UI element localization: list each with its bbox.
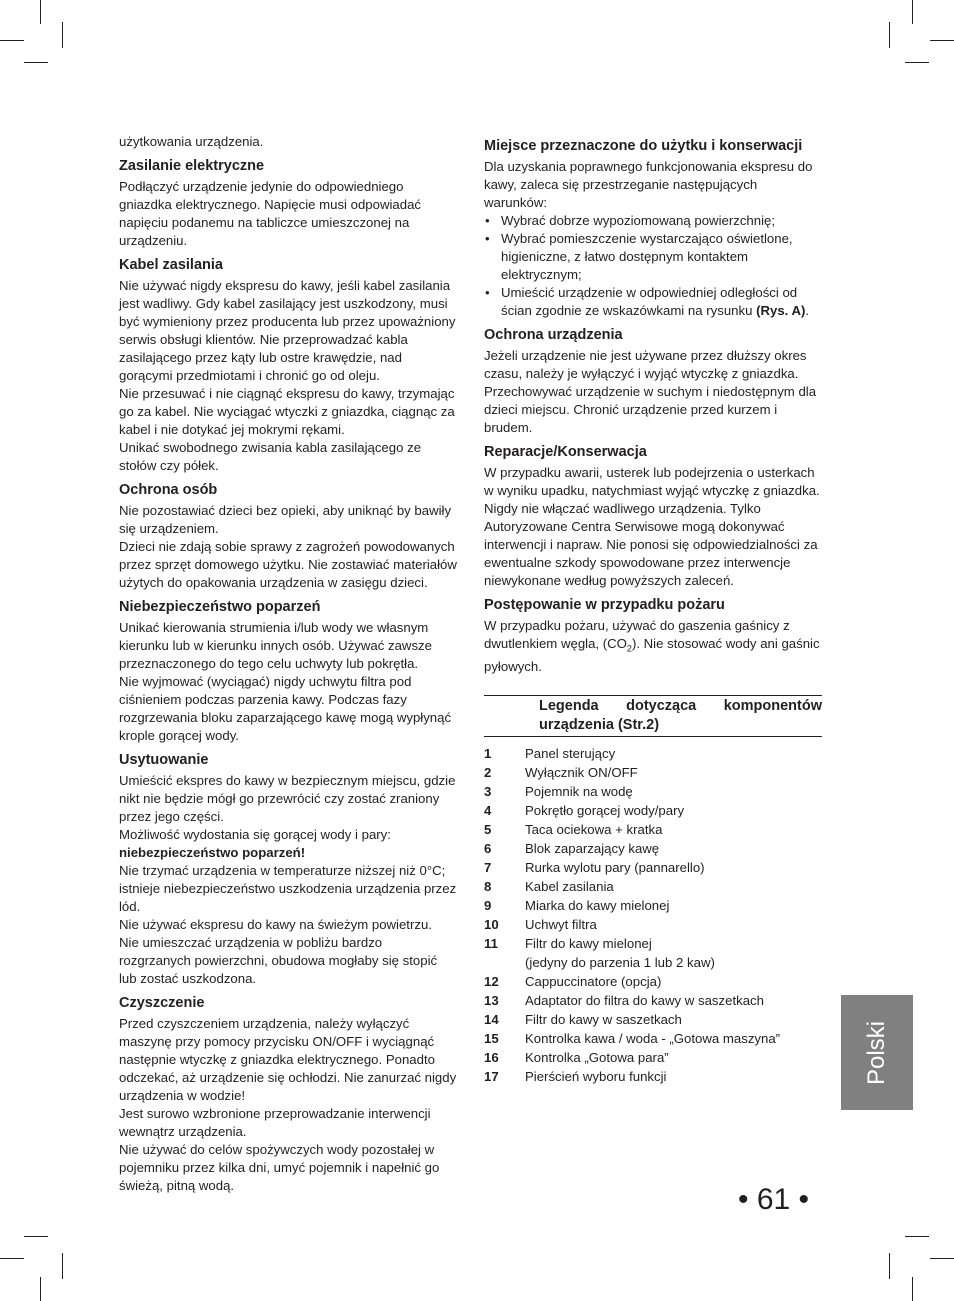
legend-label: Kontrolka „Gotowa para” [525,1049,669,1065]
legend-list [484,744,822,1086]
legend-item [484,858,822,877]
section-repairs [484,443,822,590]
crop-mark [0,1258,24,1259]
paragraph: Umieścić ekspres do kawy w bezpiecznym miejscu, gdzie nikt nie będzie mógł go przewrócić czy zostać zraniony przez jego części. [119,773,456,824]
crop-mark [62,1253,63,1279]
crop-mark [930,1258,954,1259]
legend-number: 15 [484,1030,499,1046]
crop-mark [889,22,890,48]
legend-item [484,915,822,934]
legend-label: Miarka do kawy mielonej [525,897,670,913]
bullet-item: • Wybrać pomieszczenie wystarczająco oświetlone, higieniczne, z łatwo dostępnym kontaktem elektrycznym; [484,230,822,284]
legend-label: Kontrolka kawa / woda - „Gotowa maszyna” [525,1030,781,1046]
section-heading: Ochrona osób [119,482,218,498]
legend-number: 1 [484,745,492,761]
legend-item [484,744,822,763]
paragraph: Nie używać nigdy ekspresu do kawy, jeśli kabel zasilania jest wadliwy. Gdy kabel zasilający jest uszkodzony, musi być wymieniony przez producenta lub przez upoważniony serwis obsługi klientów. Nie przeprowadzać kabla zasilającego przez kąty lub ostre krawędzie, nad gorącymi przedmiotami i chronić go od oleju. [119,278,456,383]
section-fire [484,596,822,676]
legend-number: 5 [484,821,492,837]
section-heading: Czyszczenie [119,995,205,1011]
legend-label: Uchwyt filtra [525,916,597,932]
paragraph: Nie umieszczać urządzenia w pobliżu bardzo rozgrzanych powierzchni, obudowa mogłaby się stopić lub zostać uszkodzona. [119,935,438,986]
legend-number: 2 [484,764,492,780]
legend-item [484,801,822,820]
section-power [119,157,457,250]
crop-mark [905,62,929,63]
paragraph: Przed czyszczeniem urządzenia, należy wyłączyć maszynę przy pomocy przycisku ON/OFF i wyciągnąć następnie wtyczkę z gniazdka elektrycznego. Ponadto odczekać, aż urządzenie się ochłodzi. Nie zanurzać nigdy urządzenia w wodzie! [119,1016,457,1103]
crop-mark [912,0,913,24]
paragraph: Dzieci nie zdają sobie sprawy z zagrożeń powodowanych przez sprzęt domowego użytku. Nie zostawiać materiałów użytych do opakowania urządzenia w zasięgu dzieci. [119,539,457,590]
legend-label: Filtr do kawy mielonej [525,935,652,951]
crop-mark [912,1277,913,1301]
legend-number: 16 [484,1049,499,1065]
crop-mark [0,40,24,41]
legend-label: Adaptator do filtra do kawy w saszetkach [525,992,764,1008]
fire-text-end: ). Nie stosować wody ani gaśnic pyłowych. [484,636,820,674]
fire-text-start: W przypadku pożaru, używać do gaszenia gaśnicy z dwutlenkiem węgla, (CO [484,618,790,651]
crop-mark [930,40,954,41]
section-cable [119,256,457,475]
legend-item [484,991,822,1010]
warning-paragraph [119,826,457,862]
legend-number: 6 [484,840,492,856]
legend-label: Kabel zasilania [525,878,614,894]
right-column [484,137,822,1086]
paragraph: Podłączyć urządzenie jedynie do odpowiedniego gniazdka elektrycznego. Napięcie musi odpowiadać napięciu podanemu na tabliczce umieszczonej na urządzeniu. [119,179,422,248]
legend-label: Pojemnik na wodę [525,783,633,799]
paragraph: Jest surowo wzbronione przeprowadzanie interwencji wewnątrz urządzenia. [119,1106,431,1139]
paragraph: Unikać swobodnego zwisania kabla zasilającego ze stołów czy półek. [119,440,422,473]
paragraph: Dla uzyskania poprawnego funkcjonowania ekspresu do kawy, zaleca się przestrzeganie następujących warunków: [484,159,813,210]
legend-number: 13 [484,992,499,1008]
section-heading: Niebezpieczeństwo poparzeń [119,599,321,615]
legend-item [484,877,822,896]
legend-item [484,934,822,972]
legend-label: Taca ociekowa + kratka [525,821,663,837]
legend-number: 11 [484,935,498,951]
legend-label-multiline [525,934,822,972]
legend-item [484,1010,822,1029]
legend-label: Cappuccinatore (opcja) [525,973,662,989]
legend-item [484,896,822,915]
legend-number: 12 [484,973,499,989]
crop-mark [24,1236,48,1237]
crop-mark [40,0,41,24]
legend-item [484,839,822,858]
legend-number: 4 [484,802,492,818]
paragraph: W przypadku awarii, usterek lub podejrzenia o usterkach w wyniku upadku, natychmiast wyjąć wtyczkę z gniazdka. Nigdy nie włączać wadliwego urządzenia. Tylko Autoryzowane Centra Serwisowe mogą dokonywać interwencji i napraw. Nie ponosi się odpowiedzialności za ewentualne szkody spowodowane przez interwencje niewykonane według powyższych zaleceń. [484,465,820,588]
language-tab-label: Polski [863,1020,890,1085]
bullet-item [484,284,822,320]
crop-mark [40,1277,41,1301]
legend-number: 9 [484,897,492,913]
paragraph: Unikać kierowania strumienia i/lub wody we własnym kierunku lub w kierunku innych osób. Używać zawsze przeznaczonego do tego celu uchwyty lub pokrętła. [119,620,432,671]
language-tab [841,995,913,1110]
bullet-text: Umieścić urządzenie w odpowiedniej odległości od ścian zgodnie ze wskazówkami na rysunku [501,285,798,318]
section-heading: Ochrona urządzenia [484,327,623,343]
paragraph: Jeżeli urządzenie nie jest używane przez dłuższy okres czasu, należy je wyłączyć i wyjąć wtyczkę z gniazdka. Przechowywać urządzenie w suchym i niedostępnym dla dzieci miejscu. Chronić urządzenie przed kurzem i brudem. [484,348,817,435]
section-heading: Kabel zasilania [119,257,223,273]
legend-label-note: (jedyny do parzenia 1 lub 2 kaw) [525,954,715,970]
intro-text: użytkowania urządzenia. [119,134,264,149]
section-heading: Postępowanie w przypadku pożaru [484,597,725,613]
legend-item [484,820,822,839]
legend-label: Pierścień wyboru funkcji [525,1068,667,1084]
paragraph [484,617,822,676]
section-cleaning [119,994,457,1195]
legend-item [484,1067,822,1086]
warning-bold: niebezpieczeństwo poparzeń! [119,845,306,860]
legend-label: Filtr do kawy w saszetkach [525,1011,682,1027]
paragraph: Nie używać do celów spożywczych wody pozostałej w pojemniku przez kilka dni, umyć pojemnik i napełnić go świeżą, pitną wodą. [119,1142,440,1193]
legend-item [484,763,822,782]
legend-label: Panel sterujący [525,745,616,761]
legend-label: Blok zaparzający kawę [525,840,660,856]
section-heading: Usytuowanie [119,752,209,768]
crop-mark [62,22,63,48]
section-placement [119,751,457,988]
paragraph: Nie wyjmować (wyciągać) nigdy uchwytu filtra pod ciśnieniem podczas parzenia kawy. Podczas fazy rozgrzewania bloku zaparzającego kawę mogą wypłynąć krople gorącej wody. [119,674,452,743]
crop-mark [905,1236,929,1237]
figure-reference: (Rys. A) [756,303,806,318]
legend-item [484,1048,822,1067]
legend-number: 3 [484,783,492,799]
paragraph: Nie używać ekspresu do kawy na świeżym powietrzu. [119,917,432,932]
legend-number: 10 [484,916,499,932]
legend-number: 7 [484,859,492,875]
bullet-item: • Wybrać dobrze wypoziomowaną powierzchnię; [484,212,822,230]
section-heading: Zasilanie elektryczne [119,158,265,174]
legend-number: 8 [484,878,492,894]
legend-item [484,972,822,991]
paragraph: Nie pozostawiać dzieci bez opieki, aby uniknąć by bawiły się urządzeniem. [119,503,452,536]
crop-mark [24,62,48,63]
legend-label: Rurka wylotu pary (pannarello) [525,859,705,875]
legend-number: 17 [484,1068,499,1084]
section-usage-place [484,137,822,320]
legend-header [484,695,822,737]
crop-mark [889,1253,890,1279]
legend-label: Wyłącznik ON/OFF [525,764,638,780]
section-burns [119,598,457,745]
legend-title: Legenda dotycząca komponentów urządzenia (Str.2) [539,697,822,733]
page-number: • 61 • [738,1183,810,1216]
section-heading: Miejsce przeznaczone do użytku i konserwacji [484,138,803,154]
warning-text: Możliwość wydostania się gorącej wody i pary: [119,827,391,842]
section-device-protection [484,326,822,437]
bullet-list [484,212,822,320]
subscript: 2 [626,643,632,654]
paragraph: Nie trzymać urządzenia w temperaturze niższej niż 0°C; istnieje niebezpieczeństwo uszkodzenia urządzenia przez lód. [119,863,457,914]
legend-number: 14 [484,1011,499,1027]
paragraph: Nie przesuwać i nie ciągnąć ekspresu do kawy, trzymając go za kabel. Nie wyciągać wtyczki z gniazdka, ciągnąc za kabel i nie dotykać jej mokrymi rękami. [119,386,455,437]
left-column [119,133,457,1201]
section-heading: Reparacje/Konserwacja [484,444,647,460]
legend-label: Pokrętło gorącej wody/pary [525,802,685,818]
bullet-end: . [805,303,810,318]
section-persons [119,481,457,592]
legend-item [484,782,822,801]
legend-item [484,1029,822,1048]
